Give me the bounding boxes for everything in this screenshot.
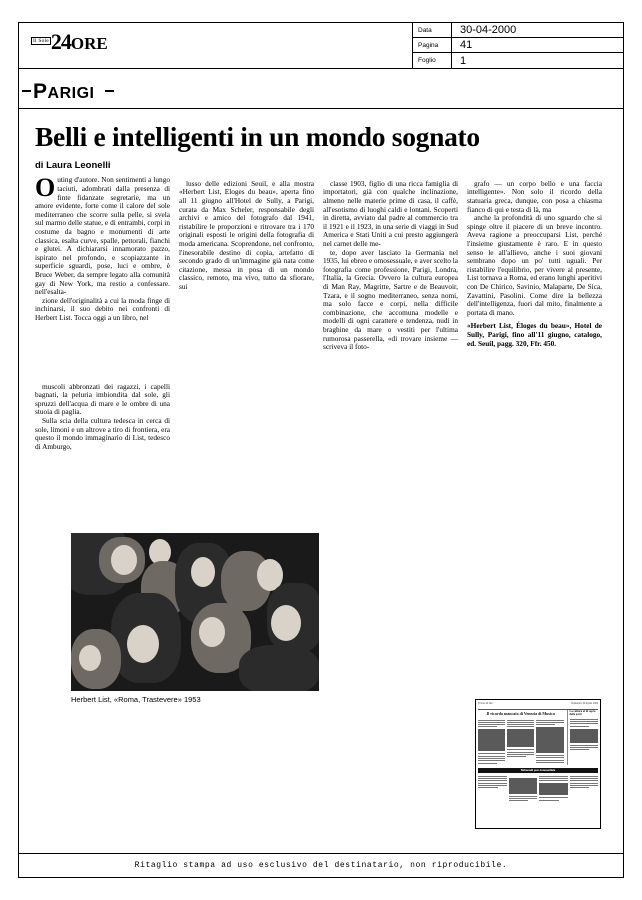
thumbnail-side-headline: La cultura al di sopra delle parti (569, 710, 596, 717)
meta-divider (451, 38, 452, 53)
column4-paragraph-2: anche la profondità di uno sguardo che si spinge oltre il piacere di un breve incontro. Aveva ragione a preoccuparsi List, perché l'insieme giustamente è raro. E in questo senso le all'allievo, anche i suoi giovani sembrano dopo un po' tutti uguali. Per ristabilire l'equilibrio, per vivere al presente, List tornava a Roma, ed erano lunghi aperitivi con De Chirico, Savinio, Malaparte, De Sica, Zavattini, Pasolini. Come dire la bellezza dell'intelligenza, fuori dal mito, finalmente a portata di mano. (467, 213, 602, 317)
page-thumbnail (475, 699, 601, 829)
meta-divider (451, 53, 452, 68)
exhibition-info-note: «Herbert List, Éloges du beau», Hotel de Sully, Parigi, fino all'11 giugno, catalogo, ed. Seuil, pagg. 320, Ffr. 450. (467, 321, 602, 348)
masthead (19, 23, 623, 69)
column3-paragraph-2: te, dopo aver lasciato la Germania nel 1935, lui ebreo e omosessuale, e aver scelto la fotografia come professione, Parigi, Londra, l'Italia, la Grecia. Ovvero la cultura europea di Man Ray, Magritte, Sartre e de Beauvoir, Tzara, e il sogno mediterraneo, senza nomi, ma solo facce e corpi, nella difficile combinazione, che accomuna modelle e modelli di ogni carattere e tendenza, nudi in braghine da mare o vestiti per l'ultima rumorosa passerella, «di trovare insieme — scriveva il foto- (323, 247, 458, 352)
article-column-1 (35, 159, 170, 451)
newspaper-clipping-page (18, 22, 624, 878)
photograph (71, 533, 319, 691)
thumbnail-black-band (478, 768, 598, 773)
newspaper-logo (31, 29, 161, 55)
meta-value-foglio: 1 (460, 54, 467, 67)
logo-number: 24 (50, 29, 71, 54)
column4-paragraph-1: grafo — un corpo bello e una faccia intelligente». Non solo il ricordo della statuaria greca, dunque, con posa a chiasma fianco di qui e testa di là, ma (467, 178, 602, 214)
article-byline: di Laura Leonelli (35, 159, 111, 171)
section-title (33, 80, 94, 104)
meta-row-pagina (413, 38, 623, 53)
column1-paragraph-3: muscoli abbronzati dei ragazzi, i capelli bagnati, la peluria imbiondita dal sole, gli spruzzi dell'acqua di mare e le ombre di una stuoia di paglia. (35, 381, 170, 417)
column3-paragraph-1: classe 1903, figlio di una ricca famiglia di importatori, già con qualche inclinazione, almeno nelle materie prime di casa, il caffè, all'esotismo di luoghi caldi e lontani. Scoperti in diretta, avviato dal padre al commercio tra il 1921 e il 1923, in una serie di viaggi in Sud America e Stati Uniti a cui presto aggiungerà nel carnet delle me- (323, 178, 458, 249)
column2-spacer (179, 162, 314, 180)
footer-note: Ritaglio stampa ad uso esclusivo del destinatario, non riproducibile. (134, 861, 508, 870)
column1-paragraph-1: Outing d'autore. Non sentimenti a lungo taciuti, adombrati dalla presenza di finte fidanzate segretarie, ma un amore evidente, forte come il calore del sole mediterraneo che scorre sulla pelle, si svela sul marmo delle statue, e di entrambi, corpi in costume da bagno e monumenti di arte classica, esalta curve, spalle, pettorali, fianchi e glutei. A dichiararsi innamorato pazzo, ispirato nel profondo, e scopiazzante in superficie sguardi, pose, luci e ombre, è Bruce Weber, da sempre legato alla comunità gay di New York, ma restio a confessare. nell'esalta- (35, 173, 170, 297)
dash-right-decoration (105, 90, 114, 92)
logo-small-text: Il Sole (33, 38, 49, 44)
column1-gap (35, 323, 170, 383)
photo-caption: Herbert List, «Roma, Trastevere» 1953 (71, 695, 201, 704)
article-columns (35, 159, 609, 451)
clipping-footer (19, 853, 623, 877)
logo-word: ORE (70, 34, 108, 53)
thumbnail-headline: Il ricordo mancato di Venezia di Musica (486, 711, 555, 716)
meta-value-data: 30-04-2000 (460, 24, 517, 36)
meta-row-foglio (413, 53, 623, 68)
meta-divider (451, 23, 452, 38)
column4-spacer (467, 162, 602, 180)
article-headline: Belli e intelligenti in un mondo sognato (35, 121, 480, 152)
meta-row-data (413, 23, 623, 38)
thumbnail-header (478, 702, 598, 710)
section-title-rest: ARIGI (47, 85, 95, 102)
thumbnail-header-right: Domenica 30 Aprile 2000 (571, 702, 598, 705)
thumbnail-band-text: Belmondi post-fotomediale (520, 767, 556, 772)
column3-spacer (323, 162, 458, 180)
article-column-2 (179, 162, 314, 292)
section-header (19, 69, 623, 109)
meta-value-pagina: 41 (460, 39, 473, 51)
article-photo-block (71, 533, 319, 704)
column2-paragraph-1: lusso delle edizioni Seuil, e alla mostra «Herbert List, Eloges du beau», aperta fino all 11 giugno all'Hotel de Sully, a Parigi, curata da Max Scheler, responsabile degli archivi e amico del fotografo dal 1941, ristabilire le proporzioni e ritrovare tra i 170 originali esposti le origini della fotografia di moda americana. Scoprendone, nel confronto, l'inesorabile destino di copia, artefatto di secondo grado di un'immagine già nata come citazione, messa in posa di un mondo classico, remoto, ma vivo, tutto da sfiorare, sui (179, 178, 314, 291)
section-title-initial: P (33, 80, 48, 103)
clipping-meta-box (412, 23, 623, 68)
article-column-4 (467, 162, 602, 348)
column1-paragraph-2: zione dell'originalità a cui la moda finge di inchinarsi, il suo debito nei confronti di Herbert List. Tocca oggi a un libro, nel (35, 295, 170, 322)
dash-left-decoration (22, 90, 31, 92)
meta-label-data: Data (418, 26, 432, 34)
article-body (19, 152, 623, 451)
column1-paragraph-4: Sulla scia della cultura tedesca in cerca di sole, limoni e un altrove a tiro di frontiera, era questo il mondo immaginario di List, tedesco di Amburgo, (35, 415, 170, 451)
meta-label-pagina: Pagina (418, 41, 439, 49)
meta-label-foglio: Foglio (418, 57, 436, 64)
article-column-3 (323, 162, 458, 352)
thumbnail-header-left: Il Sole 24 Ore (478, 702, 493, 705)
